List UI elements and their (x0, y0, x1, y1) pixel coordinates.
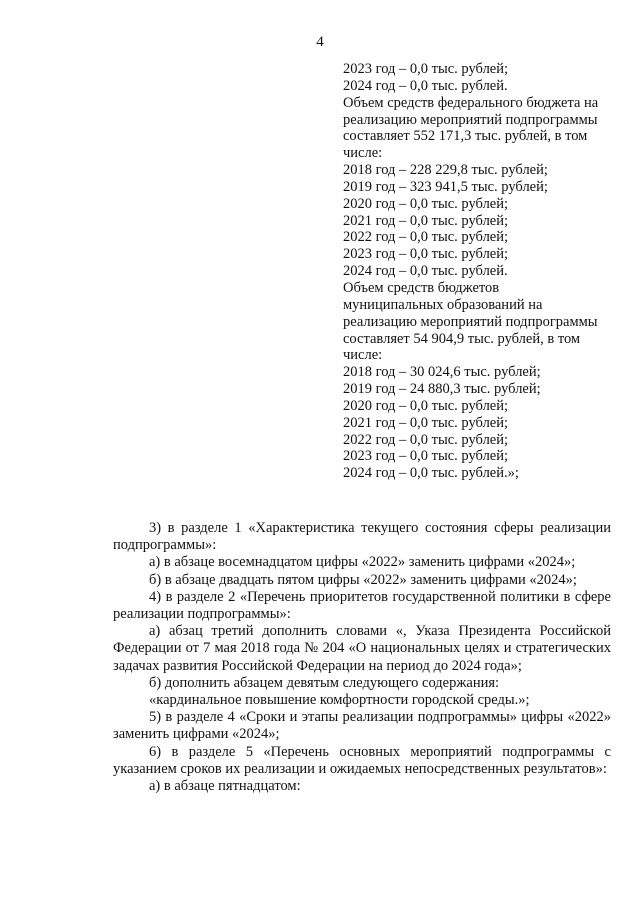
budget-block (343, 61, 618, 482)
budget-line: составляет 552 171,3 тыс. рублей, в том (343, 128, 588, 145)
budget-line: 2019 год – 323 941,5 тыс. рублей; (343, 178, 548, 195)
budget-line: 2023 год – 0,0 тыс. рублей; (343, 448, 509, 465)
budget-line: 2018 год – 30 024,6 тыс. рублей; (343, 364, 541, 381)
paragraph: б) в абзаце двадцать пятом цифры «2022» заменить цифрами «2024»; (149, 571, 577, 588)
budget-line: 2024 год – 0,0 тыс. рублей.»; (343, 465, 519, 482)
budget-line: реализацию мероприятий подпрограммы (343, 111, 598, 128)
paragraph: а) абзац третий дополнить словами «, Указа Президента Российской Федерации от 7 мая 2018 года № 204 «О национальных целях и стратегических задачах развития Российской Федерации на период до 2024 года»; (113, 623, 611, 674)
budget-line: Объем средств бюджетов (343, 279, 500, 296)
paragraph: а) в абзаце пятнадцатом: (149, 778, 301, 795)
budget-line: муниципальных образований на (343, 296, 543, 313)
budget-line: 2022 год – 0,0 тыс. рублей; (343, 431, 509, 448)
paragraph: а) в абзаце восемнадцатом цифры «2022» заменить цифрами «2024»; (149, 554, 576, 571)
budget-line: 2021 год – 0,0 тыс. рублей; (343, 212, 509, 229)
paragraph: 3) в разделе 1 «Характеристика текущего состояния сферы реализации подпрограммы»: (113, 520, 611, 554)
budget-line: 2020 год – 0,0 тыс. рублей; (343, 195, 509, 212)
budget-line: 2022 год – 0,0 тыс. рублей; (343, 229, 509, 246)
budget-line: 2018 год – 228 229,8 тыс. рублей; (343, 162, 548, 179)
budget-line: 2023 год – 0,0 тыс. рублей; (343, 61, 509, 77)
budget-line: 2020 год – 0,0 тыс. рублей; (343, 397, 509, 414)
paragraph: 4) в разделе 2 «Перечень приоритетов государственной политики в сфере реализации подпрограммы»: (113, 588, 611, 623)
paragraph: б) дополнить абзацем девятым следующего содержания: (149, 674, 500, 691)
budget-line: числе: (343, 145, 383, 162)
budget-line: 2021 год – 0,0 тыс. рублей; (343, 414, 509, 431)
amendments-text (113, 520, 611, 795)
budget-line: 2024 год – 0,0 тыс. рублей. (343, 263, 508, 280)
budget-line: реализацию мероприятий подпрограммы (343, 313, 598, 330)
budget-line: 2024 год – 0,0 тыс. рублей. (343, 77, 508, 94)
budget-line: 2019 год – 24 880,3 тыс. рублей; (343, 381, 541, 398)
budget-line: Объем средств федерального бюджета на (343, 94, 599, 111)
budget-line: 2023 год – 0,0 тыс. рублей; (343, 246, 509, 263)
paragraph: «кардинальное повышение комфортности городской среды.»; (149, 692, 530, 709)
page-number: 4 (316, 34, 324, 50)
budget-line: составляет 54 904,9 тыс. рублей, в том (343, 330, 581, 347)
paragraph: 5) в разделе 4 «Сроки и этапы реализации подпрограммы» цифры «2022» заменить цифрами «2024»; (113, 709, 611, 743)
budget-line: числе: (343, 347, 383, 364)
paragraph: 6) в разделе 5 «Перечень основных мероприятий подпрограммы с указанием сроков их реализации и ожидаемых непосредственных результатов»: (113, 743, 611, 777)
